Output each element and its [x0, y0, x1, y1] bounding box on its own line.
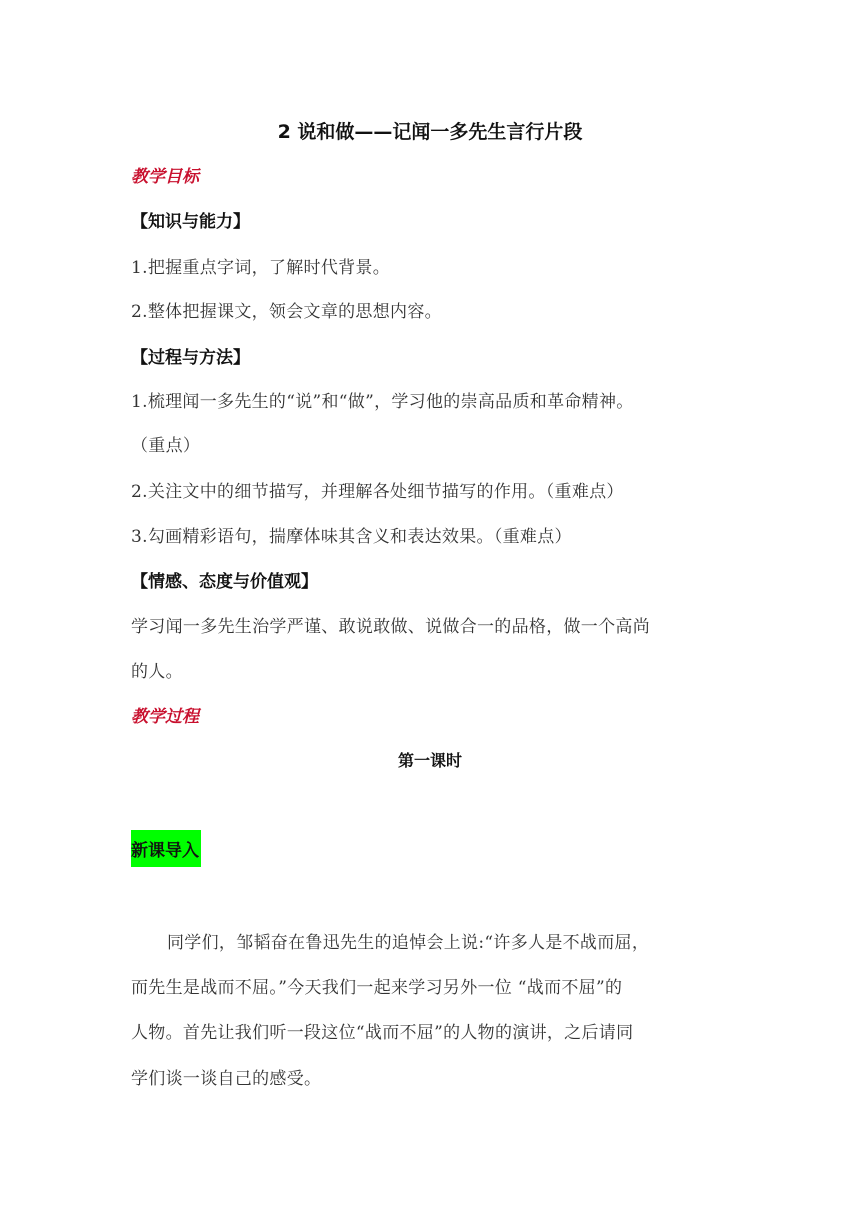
knowledge-item-1: 1.把握重点字词，了解时代背景。 [131, 258, 391, 278]
intro-section [131, 830, 731, 867]
intro-label-highlight: 新课导入 [131, 830, 201, 867]
knowledge-item-2: 2.整体把握课文，领会文章的思想内容。 [131, 302, 442, 322]
lesson-title: 2 说和做——记闻一多先生言行片段 [277, 121, 583, 143]
emotion-heading: 【情感、态度与价值观】 [131, 572, 318, 592]
knowledge-heading: 【知识与能力】 [131, 212, 250, 232]
process-heading: 【过程与方法】 [131, 348, 250, 368]
emotion-line-2: 的人。 [131, 662, 183, 682]
process-item-2: 2.关注文中的细节描写，并理解各处细节描写的作用。（重难点） [131, 482, 624, 502]
teaching-process-heading: 教学过程 [131, 707, 199, 727]
goals-heading: 教学目标 [131, 167, 199, 187]
intro-paragraph-line-1: 同学们，邹韬奋在鲁迅先生的追悼会上说:“许多人是不战而屈， [167, 933, 650, 953]
process-item-1-line-1: 1.梳理闻一多先生的“说”和“做”，学习他的崇高品质和革命精神。 [131, 392, 634, 412]
intro-paragraph-line-3: 人物。首先让我们听一段这位“战而不屈”的人物的演讲，之后请同 [131, 1023, 634, 1043]
emotion-line-1: 学习闻一多先生治学严谨、敢说敢做、说做合一的品格，做一个高尚 [131, 617, 650, 637]
first-lesson-title: 第一课时 [397, 751, 462, 770]
process-item-3: 3.勾画精彩语句，揣摩体味其含义和表达效果。（重难点） [131, 527, 572, 547]
process-item-1-line-2: （重点） [131, 436, 201, 456]
intro-paragraph-line-4: 学们谈一谈自己的感受。 [131, 1069, 322, 1089]
intro-paragraph-line-2: 而先生是战而不屈。”今天我们一起来学习另外一位 “战而不屈”的 [131, 978, 623, 998]
